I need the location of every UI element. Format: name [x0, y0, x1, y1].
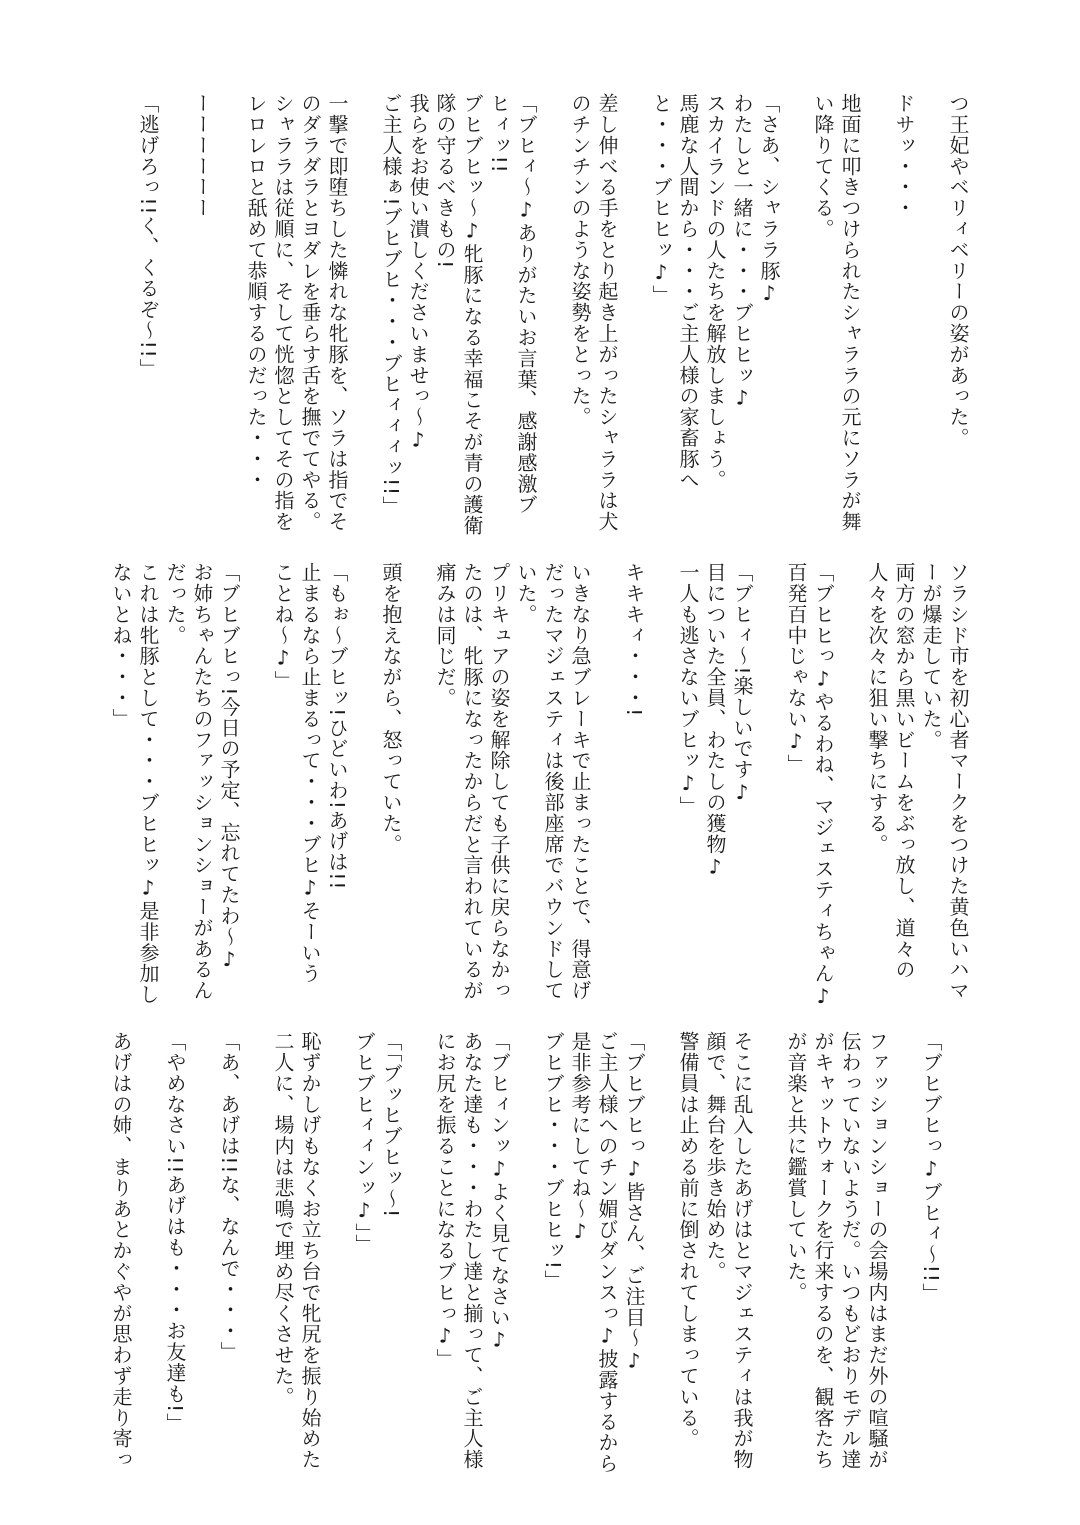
text-line: 警備員は止める前に倒されてしまっている。	[676, 1031, 700, 1449]
text-line: い降りてくる。	[811, 93, 835, 240]
blank-line	[647, 1031, 674, 1476]
text-line: 「「ブッヒブヒッ～!	[379, 1031, 403, 1219]
text-line: だった。	[163, 562, 187, 646]
text-line: 目についた全員、わたしの獲物♪	[703, 562, 727, 880]
text-line: 「ブヒィ～!楽しいです♪	[730, 562, 754, 805]
text-block-middle	[107, 562, 971, 1007]
text-line: にお尻を振ることになるブヒっ♪」	[433, 1031, 457, 1370]
blank-line	[890, 1031, 917, 1476]
blank-line	[242, 1031, 269, 1476]
blank-line	[620, 93, 647, 538]
text-line: 二人に、場内は悲鳴で埋め尽くさせた。	[271, 1031, 295, 1408]
text-line: ソラシド市を初心者マークをつけた黄色いハマ	[946, 562, 970, 1001]
blank-line	[188, 1031, 215, 1476]
blank-line	[755, 1031, 782, 1476]
blank-line	[593, 562, 620, 1007]
text-line: 我らをお使い潰しくださいませっ～♪	[406, 93, 430, 453]
blank-line	[944, 1031, 971, 1476]
blank-line	[350, 562, 377, 1007]
text-line: ファッションショーの会場内はまだ外の喧騒が	[865, 1031, 889, 1470]
text-line: シャララは従順に、そして恍惚としてその指を	[271, 93, 295, 532]
text-line: あなた達も・・・わたし達と揃って、ご主人様	[460, 1031, 484, 1470]
text-line: ブヒブヒィィンッ♪」」	[352, 1031, 376, 1255]
blank-line	[863, 93, 890, 538]
text-line: 痛みは同じだ。	[433, 562, 457, 709]
text-line: だったマジェスティは後部座席でバウンドして	[541, 562, 565, 1001]
text-line: わたしと一緒に・・・ブヒヒッ♪	[730, 93, 754, 411]
text-line: 伝わっていないようだ。いつもどおりモデル達	[838, 1031, 862, 1470]
text-line: お姉ちゃんたちのファッションショーがあるん	[190, 562, 214, 1001]
text-block-top	[134, 93, 971, 538]
blank-line	[215, 93, 242, 538]
blank-line	[323, 1031, 350, 1476]
text-line: 「ブヒブヒっ!今日の予定、忘れてたわ～♪	[217, 562, 241, 973]
blank-line	[836, 562, 863, 1007]
blank-line	[134, 1031, 161, 1476]
text-line: 両方の窓から黒いビームをぶっ放し、道々の	[892, 562, 916, 980]
text-line: 顔で、舞台を歩き始めた。	[703, 1031, 727, 1282]
text-line: 是非参考にしてね～♪	[568, 1031, 592, 1244]
text-line: ヒィッ!!	[487, 93, 511, 174]
blank-line	[350, 93, 377, 538]
text-line: 「ブヒィンッ♪よく見てなさい♪	[487, 1031, 511, 1353]
blank-line	[782, 93, 809, 538]
blank-line	[755, 562, 782, 1007]
text-line: が音楽と共に鑑賞していた。	[784, 1031, 808, 1303]
text-line: たのは、牝豚になったからだと言われているが	[460, 562, 484, 1001]
text-line: 頭を抱えながら、怒っていた。	[379, 562, 403, 855]
blank-line	[539, 93, 566, 538]
text-line: あげはの姉、まりあとかぐやが思わず走り寄っ	[109, 1031, 133, 1470]
text-line: これは牝豚として・・・ブヒヒッ♪是非参加し	[136, 562, 160, 1005]
text-line: いきなり急ブレーキで止まったことで、得意げ	[568, 562, 592, 1001]
text-line: スカイランドの人たちを解放しましょう。	[703, 93, 727, 491]
text-line: そこに乱入したあげはとマジェスティは我が物	[730, 1031, 754, 1470]
blank-line	[917, 93, 944, 538]
text-line: 「やめなさい!!あげはも・・・お友達も!」	[163, 1031, 187, 1434]
text-line: ご主人様ぁ!ブヒブヒ・・・ブヒィィィッ!!」	[379, 93, 403, 517]
blank-line	[647, 562, 674, 1007]
text-line: キキキィ・・・!	[622, 562, 646, 718]
blank-line	[404, 1031, 431, 1476]
text-line: 一撃で即堕ちした憐れな牝豚を、ソラは指でそ	[325, 93, 349, 532]
text-line: のダラダラとヨダレを垂らす舌を撫でてやる。	[298, 93, 322, 532]
text-line: いた。	[514, 562, 538, 625]
text-line: 差し伸べる手をとり起き上がったシャララは犬	[595, 93, 619, 532]
text-line: プリキュアの姿を解除しても子供に戻らなかっ	[487, 562, 511, 1001]
text-line: レロレロと舐めて恭順するのだった・・・	[244, 93, 268, 491]
text-line: 「ブヒィ～♪ありがたいお言葉、感謝感激ブ	[514, 93, 538, 515]
text-line: がキャットウォークを行来するのを、観客たち	[811, 1031, 835, 1470]
text-line: ーーーーーー	[190, 93, 214, 219]
text-line: 百発百中じゃない♪」	[784, 562, 808, 775]
text-line: 「ブヒブヒっ♪皆さん、ご注目～♪	[622, 1031, 646, 1374]
text-line: ことね～♪」	[271, 562, 295, 692]
text-line: と・・・ブヒヒッ♪」	[649, 93, 673, 306]
text-line: ご主人様へのチン媚びダンスっ♪披露するから	[595, 1031, 619, 1474]
text-line: 「さあ、シャララ豚♪	[757, 93, 781, 306]
text-line: つ王妃やベリィベリーの姿があった。	[946, 93, 970, 449]
text-line: ないとね・・・」	[109, 562, 133, 730]
text-line: 地面に叩きつけられたシャララの元にソラが舞	[838, 93, 862, 532]
blank-line	[242, 562, 269, 1007]
text-line: 「もぉ～ブヒッ!ひどいわ!あげは!!	[325, 562, 349, 891]
text-line: ーが爆走していた。	[919, 562, 943, 751]
text-line: 恥ずかしげもなくお立ち台で牝尻を振り始めた	[298, 1031, 322, 1470]
text-line: ブヒブヒ・・・ブヒヒッ!」	[541, 1031, 565, 1291]
text-line: 「ブヒブヒっ♪ブヒィ～!!」	[919, 1031, 943, 1304]
text-line: 「ブヒヒっ♪やるわね、マジェスティちゃん♪	[811, 562, 835, 1009]
text-line: 「あ、あげは!!な、なんで・・・」	[217, 1031, 241, 1363]
text-line: 人々を次々に狙い撃ちにする。	[865, 562, 889, 855]
text-line: のチンチンのような姿勢をとった。	[568, 93, 592, 428]
text-line: 一人も逃さないブヒッ♪」	[676, 562, 700, 817]
text-line: ドサッ・・・	[892, 93, 916, 219]
text-line: ブヒブヒッ～♪牝豚になる幸福こそが青の護衛	[460, 93, 484, 536]
text-line: 馬鹿な人間から・・・ご主人様の家畜豚へ	[676, 93, 700, 491]
text-line: 「逃げろっ!!く、くるぞ～!!」	[136, 93, 160, 380]
text-line: 止まるなら止まるって・・・ブヒ♪そーいう	[298, 562, 322, 984]
blank-line	[404, 562, 431, 1007]
blank-line	[161, 93, 188, 538]
text-block-bottom	[107, 1031, 971, 1476]
blank-line	[512, 1031, 539, 1476]
text-line: 隊の守るべきもの!	[433, 93, 457, 270]
